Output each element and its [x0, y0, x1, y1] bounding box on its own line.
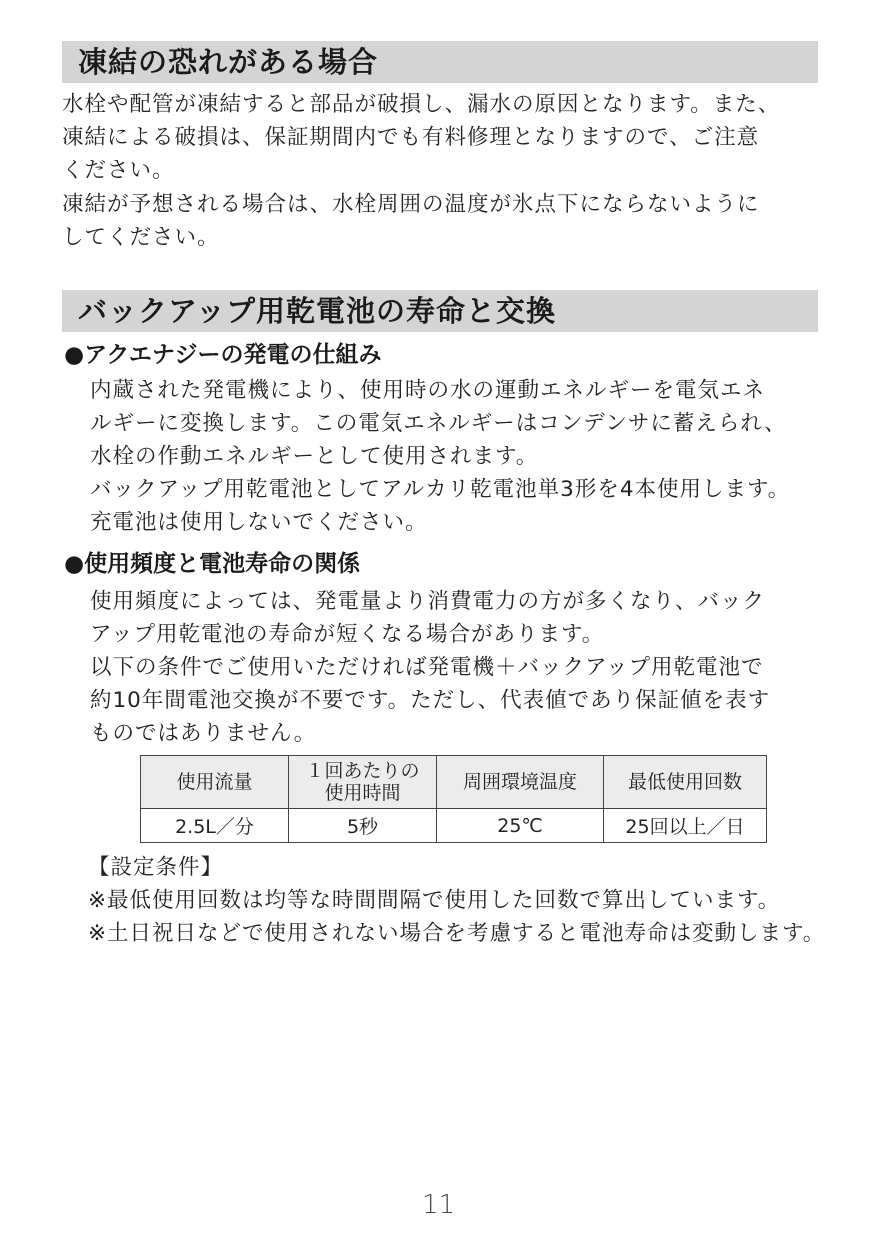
cell-min-usage-count: 25回以上／日: [604, 809, 767, 843]
text-line: 使用頻度によっては、発電量より消費電力の方が多くなり、バック: [90, 589, 766, 614]
usage-conditions-table: [140, 755, 767, 843]
header-usage-time-line1: １回あたりの: [305, 760, 420, 782]
subheading-battery-life: ●使用頻度と電池寿命の関係: [64, 551, 361, 577]
section-title-battery: バックアップ用乾電池の寿命と交換: [62, 290, 818, 332]
text-line: 凍結による破損は、保証期間内でも有料修理となりますので、ご注意: [62, 125, 760, 150]
text-line: 水栓や配管が凍結すると部品が破損し、漏水の原因となります。また、: [62, 92, 781, 117]
text-line: 水栓の作動エネルギーとして使用されます。: [90, 444, 539, 469]
table-header-row: [141, 756, 767, 809]
note-line: ※最低使用回数は均等な時間間隔で使用した回数で算出しています。: [88, 888, 781, 913]
text-line: 以下の条件でご使用いただければ発電機＋バックアップ用乾電池で: [90, 655, 764, 680]
freezing-paragraph-1: [62, 88, 780, 187]
header-usage-time-line2: 使用時間: [324, 782, 401, 804]
text-line: してください。: [62, 225, 220, 250]
text-line: ルギーに変換します。この電気エネルギーはコンデンサに蓄えられ、: [90, 411, 787, 436]
subheading-power-generation: ●アクエナジーの発電の仕組み: [64, 342, 382, 368]
text-line: ください。: [62, 158, 175, 183]
text-line: 充電池は使用しないでください。: [90, 510, 428, 535]
battery-life-text: [90, 585, 770, 750]
text-line: 内蔵された発電機により、使用時の水の運動エネルギーを電気エネ: [90, 378, 766, 403]
text-line: アップ用乾電池の寿命が短くなる場合があります。: [90, 622, 605, 647]
power-generation-text: [90, 374, 790, 539]
cell-ambient-temperature: 25℃: [437, 809, 604, 843]
freezing-paragraph-2: [62, 188, 760, 254]
page-number: 11: [421, 1190, 456, 1220]
header-ambient-temperature: 周囲環境温度: [437, 756, 604, 809]
text-line: ものではありません。: [90, 721, 317, 746]
conditions-notes: [88, 851, 825, 950]
conditions-label: 【設定条件】: [88, 855, 224, 880]
cell-flow-rate: 2.5L／分: [141, 809, 289, 843]
header-flow-rate: 使用流量: [141, 756, 289, 809]
section-title-freezing: 凍結の恐れがある場合: [62, 41, 818, 83]
header-usage-time: [289, 756, 437, 809]
note-line: ※土日祝日などで使用されない場合を考慮すると電池寿命は変動します。: [88, 921, 826, 946]
text-line: 約10年間電池交換が不要です。ただし、代表値であり保証値を表す: [90, 688, 771, 713]
text-line: バックアップ用乾電池としてアルカリ乾電池単3形を4本使用します。: [90, 477, 791, 502]
header-min-usage-count: 最低使用回数: [604, 756, 767, 809]
table-row: [141, 809, 767, 843]
text-line: 凍結が予想される場合は、水栓周囲の温度が氷点下にならないように: [62, 192, 760, 217]
cell-usage-time: 5秒: [289, 809, 437, 843]
